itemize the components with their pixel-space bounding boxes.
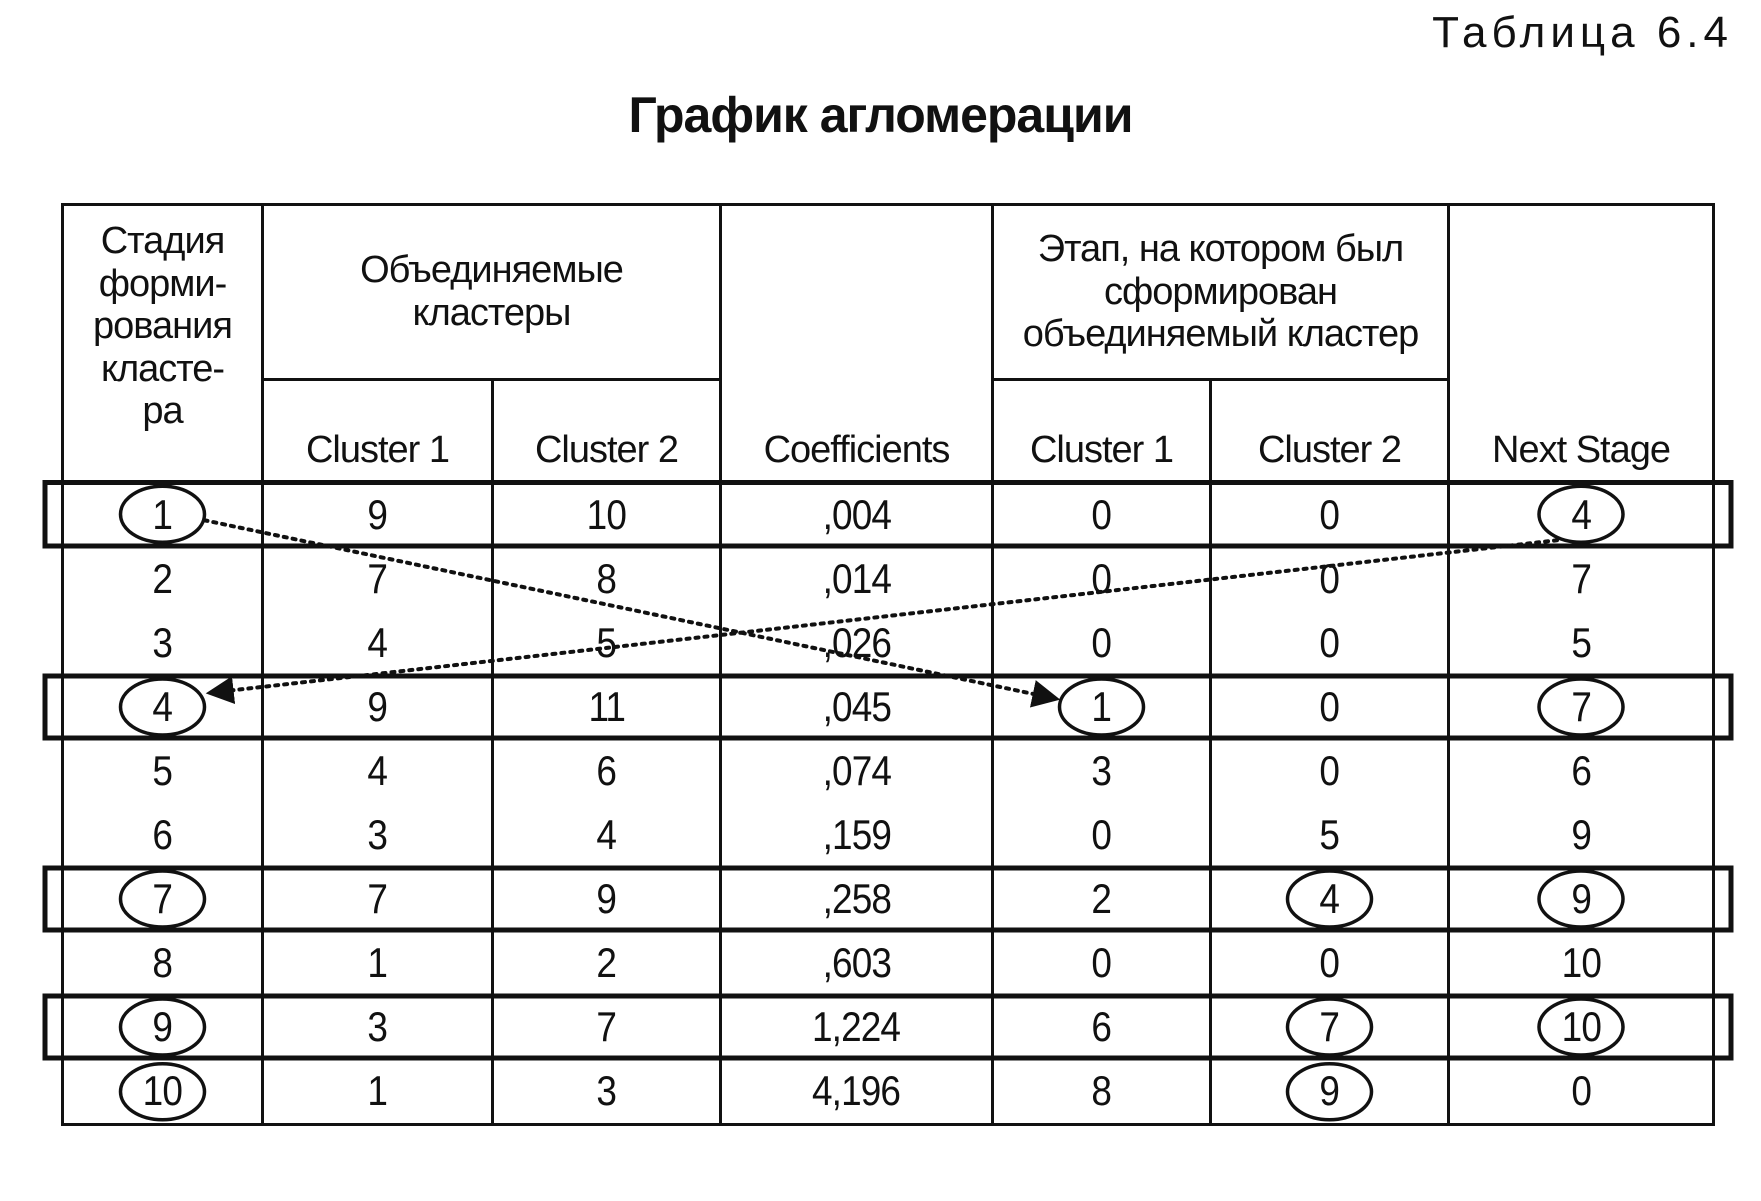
header-coefficients: Coefficients [721,205,993,482]
cell-cluster1 [263,1059,493,1125]
cell-cluster1 [263,803,493,867]
cell-next-stage [1449,611,1714,675]
cell-coefficient [721,867,993,931]
table-row [63,867,1714,931]
cell-cluster1-value: 4 [367,747,388,794]
cell-cluster2 [493,547,721,611]
cell-stage-cluster1-value: 1 [1091,683,1112,730]
cell-coefficient [721,931,993,995]
cell-stage-value: 3 [152,619,173,666]
cell-next-stage-value: 7 [1571,555,1591,602]
cell-cluster2-value: 11 [588,683,625,730]
cell-coefficient-value: ,026 [822,619,891,666]
cell-cluster2 [493,931,721,995]
cell-cluster1-value: 3 [367,811,388,858]
cell-next-stage-value: 10 [1561,1003,1601,1050]
cell-stage-cluster2-value: 0 [1319,683,1340,730]
table-row [63,995,1714,1059]
cell-next-stage-value: 4 [1571,491,1591,538]
cell-next-stage [1449,482,1714,548]
cell-stage-cluster2-value: 0 [1319,555,1340,602]
cell-stage-value: 1 [152,491,173,538]
cell-next-stage [1449,803,1714,867]
cell-cluster1-value: 9 [367,683,388,730]
cell-cluster2 [493,611,721,675]
cell-cluster2-value: 4 [596,811,617,858]
cell-stage-cluster2 [1211,611,1449,675]
cell-cluster2 [493,995,721,1059]
table-number-label: Таблица 6.4 [1432,8,1733,57]
cell-next-stage-value: 6 [1571,747,1591,794]
cell-coefficient-value: ,159 [822,811,891,858]
cell-stage-cluster1 [993,803,1211,867]
cell-stage-cluster1-value: 0 [1091,939,1112,986]
cell-stage-value: 7 [152,875,173,922]
cell-coefficient [721,675,993,739]
cell-next-stage-value: 0 [1571,1067,1591,1114]
cell-stage-cluster1 [993,675,1211,739]
agglomeration-table [61,203,1715,1126]
cell-stage-cluster2-value: 0 [1319,619,1340,666]
cell-coefficient [721,1059,993,1125]
cell-stage-cluster1 [993,867,1211,931]
cell-next-stage [1449,867,1714,931]
cell-stage-cluster1-value: 0 [1091,811,1112,858]
cell-cluster1 [263,739,493,803]
document-title: График агломерации [628,87,1133,143]
cell-coefficient-value: 1,224 [812,1003,901,1050]
cell-stage-cluster2 [1211,995,1449,1059]
cell-stage [63,739,263,803]
header-clusters-combined: Объединяемые кластеры [263,205,721,380]
cell-next-stage [1449,547,1714,611]
cell-stage-value: 4 [152,683,173,730]
cell-stage-cluster1-value: 0 [1091,555,1112,602]
cell-stage-value: 2 [152,555,173,602]
table-row [63,547,1714,611]
header-stage-cluster2: Cluster 2 [1211,380,1449,482]
cell-cluster2-value: 3 [596,1067,617,1114]
cell-stage-value: 5 [152,747,173,794]
cell-cluster1 [263,482,493,548]
cell-coefficient [721,482,993,548]
cell-stage-cluster1-value: 8 [1091,1067,1112,1114]
cell-next-stage [1449,1059,1714,1125]
cell-stage [63,611,263,675]
cell-stage-cluster1-value: 0 [1091,619,1112,666]
cell-cluster2-value: 7 [596,1003,617,1050]
cell-stage-cluster2-value: 7 [1319,1003,1340,1050]
cell-cluster2-value: 5 [596,619,617,666]
cell-cluster2 [493,803,721,867]
cell-coefficient-value: ,258 [822,875,891,922]
cell-coefficient [721,803,993,867]
cell-coefficient [721,995,993,1059]
cell-cluster1-value: 3 [367,1003,388,1050]
cell-cluster1-value: 1 [367,939,388,986]
header-stage-cluster-first-appears: Этап, на котором был сформирован объединяемый кластер [993,205,1449,380]
cell-next-stage-value: 10 [1561,939,1601,986]
cell-stage [63,547,263,611]
cell-stage [63,675,263,739]
table-row [63,675,1714,739]
cell-coefficient [721,547,993,611]
cell-stage-cluster2-value: 4 [1319,875,1340,922]
table-row [63,1059,1714,1125]
cell-coefficient [721,739,993,803]
cell-stage-value: 9 [152,1003,173,1050]
cell-stage-cluster1 [993,1059,1211,1125]
cell-cluster1 [263,995,493,1059]
cell-next-stage [1449,675,1714,739]
cell-stage-cluster2 [1211,867,1449,931]
cell-stage-value: 8 [152,939,173,986]
cell-cluster1 [263,611,493,675]
cell-next-stage [1449,995,1714,1059]
cell-cluster2-value: 9 [596,875,617,922]
cell-cluster2 [493,675,721,739]
cell-cluster1 [263,867,493,931]
cell-next-stage-value: 7 [1571,683,1591,730]
cell-next-stage [1449,931,1714,995]
cell-stage-cluster1 [993,995,1211,1059]
cell-cluster2 [493,867,721,931]
cell-stage-value: 10 [142,1067,183,1114]
cell-stage-cluster2 [1211,547,1449,611]
cell-next-stage-value: 9 [1571,811,1591,858]
cell-coefficient-value: ,004 [822,491,891,538]
cell-stage-cluster1-value: 0 [1091,491,1112,538]
cell-stage-value: 6 [152,811,173,858]
cell-stage [63,803,263,867]
cell-cluster1 [263,547,493,611]
cell-cluster1-value: 9 [367,491,388,538]
cell-stage-cluster2-value: 0 [1319,491,1340,538]
cell-cluster2-value: 2 [596,939,617,986]
cell-coefficient [721,611,993,675]
cell-stage-cluster1 [993,931,1211,995]
table-row [63,611,1714,675]
cell-stage-cluster2 [1211,1059,1449,1125]
cell-coefficient-value: ,074 [822,747,891,794]
cell-cluster1-value: 7 [367,555,388,602]
header-cluster1: Cluster 1 [263,380,493,482]
header-stage: Стадия форми- рования класте- ра [63,205,263,482]
table-row [63,803,1714,867]
cell-stage [63,995,263,1059]
cell-cluster1 [263,931,493,995]
cell-stage-cluster1 [993,547,1211,611]
cell-coefficient-value: ,603 [822,939,891,986]
cell-next-stage-value: 5 [1571,619,1591,666]
cell-stage-cluster1-value: 3 [1091,747,1112,794]
table-row [63,482,1714,548]
header-stage-cluster1: Cluster 1 [993,380,1211,482]
cell-stage-cluster2-value: 9 [1319,1067,1340,1114]
cell-coefficient-value: ,045 [822,683,891,730]
cell-cluster1-value: 1 [367,1067,388,1114]
cell-stage-cluster2-value: 0 [1319,939,1340,986]
cell-cluster2 [493,482,721,548]
cell-stage-cluster2 [1211,482,1449,548]
cell-cluster1 [263,675,493,739]
cell-cluster2 [493,1059,721,1125]
header-next-stage: Next Stage [1449,205,1714,482]
cell-stage-cluster2 [1211,931,1449,995]
cell-coefficient-value: ,014 [822,555,891,602]
cell-stage-cluster2 [1211,739,1449,803]
cell-stage [63,482,263,548]
cell-cluster2-value: 8 [596,555,617,602]
cell-cluster1-value: 7 [367,875,388,922]
cell-next-stage-value: 9 [1571,875,1591,922]
cell-stage-cluster1 [993,611,1211,675]
cell-stage-cluster1-value: 6 [1091,1003,1112,1050]
cell-cluster2-value: 10 [586,491,627,538]
cell-stage-cluster1 [993,739,1211,803]
cell-coefficient-value: 4,196 [812,1067,901,1114]
cell-stage-cluster2 [1211,803,1449,867]
cell-stage [63,1059,263,1125]
cell-stage [63,931,263,995]
header-cluster2: Cluster 2 [493,380,721,482]
cell-stage-cluster1-value: 2 [1091,875,1112,922]
table-row [63,931,1714,995]
cell-next-stage [1449,739,1714,803]
cell-cluster1-value: 4 [367,619,388,666]
cell-stage-cluster2-value: 5 [1319,811,1340,858]
cell-stage-cluster2-value: 0 [1319,747,1340,794]
cell-cluster2-value: 6 [596,747,617,794]
table-row [63,739,1714,803]
cell-stage-cluster1 [993,482,1211,548]
cell-stage-cluster2 [1211,675,1449,739]
cell-stage [63,867,263,931]
cell-cluster2 [493,739,721,803]
